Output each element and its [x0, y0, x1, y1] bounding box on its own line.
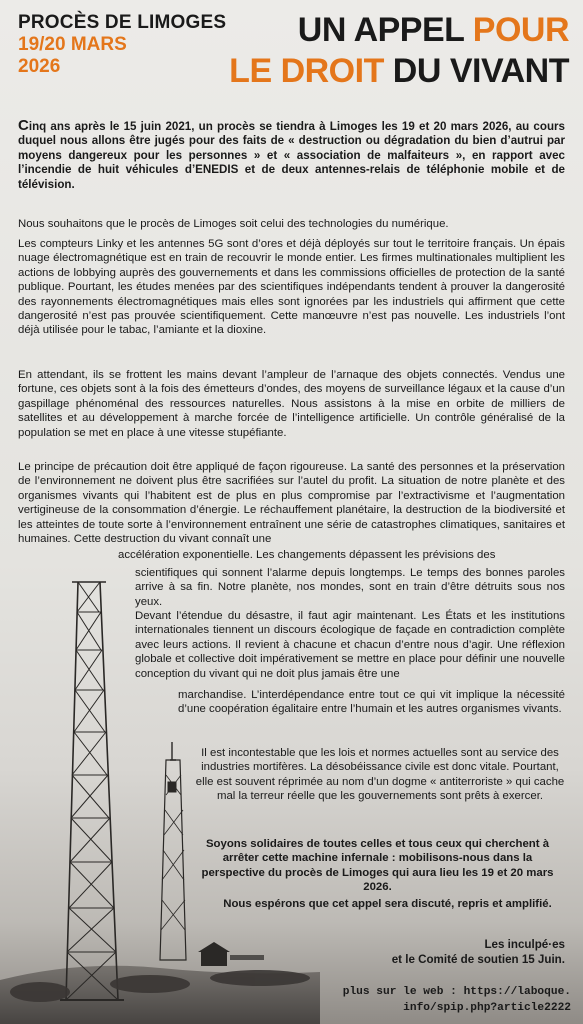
intro-paragraph: [18, 119, 565, 192]
signature-line-2: et le Comité de soutien 15 Juin.: [391, 953, 565, 966]
paragraph-9: Nous espérons que cet appel sera discuté, repris et amplifié.: [223, 898, 552, 910]
paragraph-4: En attendant, ils se frottent les mains devant l’ampleur de l’arnaque des objets connectés. Vendus une fortune, ces objets sont à la fois des émetteurs d’ondes, des moyens de surveillance légaux et la cause d’un gaspillage phénoménal des ressources naturelles. Nous assistons à la mise en orbite de milliers de satellites et au développement à marche forcée de l’intelligence artificielle. Un contrôle généralisé de la population se met en place à une vitesse stupéfiante.: [18, 369, 565, 439]
signature-line-1: Les inculpé·es: [484, 938, 565, 951]
signature: [392, 937, 565, 967]
title-part-3: LE DROIT: [229, 52, 393, 91]
trial-header: [18, 12, 226, 78]
paragraph-7: Il est incontestable que les lois et normes actuelles sont au service des industries mortifères. La désobéissance civile est donc vitale. Pourtant, elle est souvent réprimée au nom d’un dogme « antiterroriste » qui cache mal la terreur réelle que les gouvernements sont prêts à exercer.: [195, 747, 565, 803]
trial-year: 2026: [18, 55, 61, 77]
intro-drop-cap: C: [18, 117, 29, 134]
title-part-1: UN APPEL: [297, 11, 473, 49]
paragraph-5: Le principe de précaution doit être appliqué de façon rigoureuse. La santé des personnes et la préservation de l’environnement ne doivent plus être sacrifiées sur l’autel du profit. La situation de notre planète et des organismes vivants qui l’habitent est de plus en plus compromise par l’extractivisme et l’augmentation vertigineuse de la consommation d’énergie. Le réchauffement planétaire, la destruction de la biodiversité et les atteintes de toute sorte à l’environnement entraînent une série de catastrophes climatiques, sanitaires et humaines. Cette destruction du vivant connaît une: [18, 461, 565, 546]
paragraph-8: Soyons solidaires de toutes celles et tous ceux qui cherchent à arrêter cette machine infernale : mobilisons-nous dans la perspective du procès de Limoges qui aura lieu les 19 et 20 mars 2026.: [201, 838, 554, 894]
page-title: [229, 10, 569, 93]
paragraph-2: Nous souhaitons que le procès de Limoges soit celui des technologies du numérique.: [18, 218, 449, 230]
intro-text: inq ans après le 15 juin 2021, un procès se tiendra à Limoges les 19 et 20 mars 2026, au cours duquel nous allons être jugés pour des faits de « destruction ou dégradation du bien d’autrui par moyens dangereux pour les personnes » et « association de malfaiteurs », en rapport avec l’incendie de huit véhicules d’ENEDIS et de deux antennes-relais de téléphonie mobile et de télévision.: [18, 120, 565, 191]
paragraph-6-cont: marchandise. L’interdépendance entre tout ce qui vit implique la nécessité d’une coopération égalitaire entre l’humain et les autres organismes vivants.: [178, 689, 565, 716]
paragraph-5-cont-1: accélération exponentielle. Les changements dépassent les prévisions des: [118, 549, 496, 561]
paragraph-5-cont-2: scientifiques qui sonnent l’alarme depuis longtemps. Le temps des bonnes paroles arrive à sa fin. Notre planète, nos mondes, sont en train d’être détruits sous nos yeux.: [135, 567, 565, 608]
trial-label: PROCÈS DE LIMOGES: [18, 12, 227, 33]
web-link-line-1: plus sur le web : https://laboque.: [342, 986, 571, 998]
web-link[interactable]: [343, 984, 571, 1016]
paragraph-3: Les compteurs Linky et les antennes 5G sont d’ores et déjà déployés sur tout le territoire français. Un épais nuage électromagnétique est en train de recouvrir le monde entier. Les firmes multinationales multiplient les actions de lobbying auprès des gouvernements et dans les commissions officielles de protection de la santé publique. Pourtant, les études menées par des scientifiques indépendants tendent à prouver la dangerosité des rayonnements électromagnétiques mais elles sont ignorées par les industriels qui affirment que cette dangerosité n’est pas prouvée scientifiquement. Cette manœuvre n’est pas nouvelle. Les industriels l’ont déjà utilisée pour le tabac, l’amiante et la dioxine.: [18, 238, 565, 337]
paragraph-6: Devant l’étendue du désastre, il faut agir maintenant. Les États et les institutions internationales tiennent un discours écologique de façade en contradiction complète avec leurs actions. Il revient à chacune et chacun d’entre nous d’agir. Une réflexion globale et collective doit impérativement se mettre en place pour définir une nouvelle conception du vivant qui ne doit plus jamais être une: [135, 610, 565, 680]
trial-dates: 19/20 MARS: [18, 33, 127, 55]
title-part-2: POUR: [472, 11, 569, 49]
title-part-4: DU VIVANT: [392, 52, 569, 91]
web-link-line-2: info/spip.php?article2222: [403, 1002, 571, 1014]
